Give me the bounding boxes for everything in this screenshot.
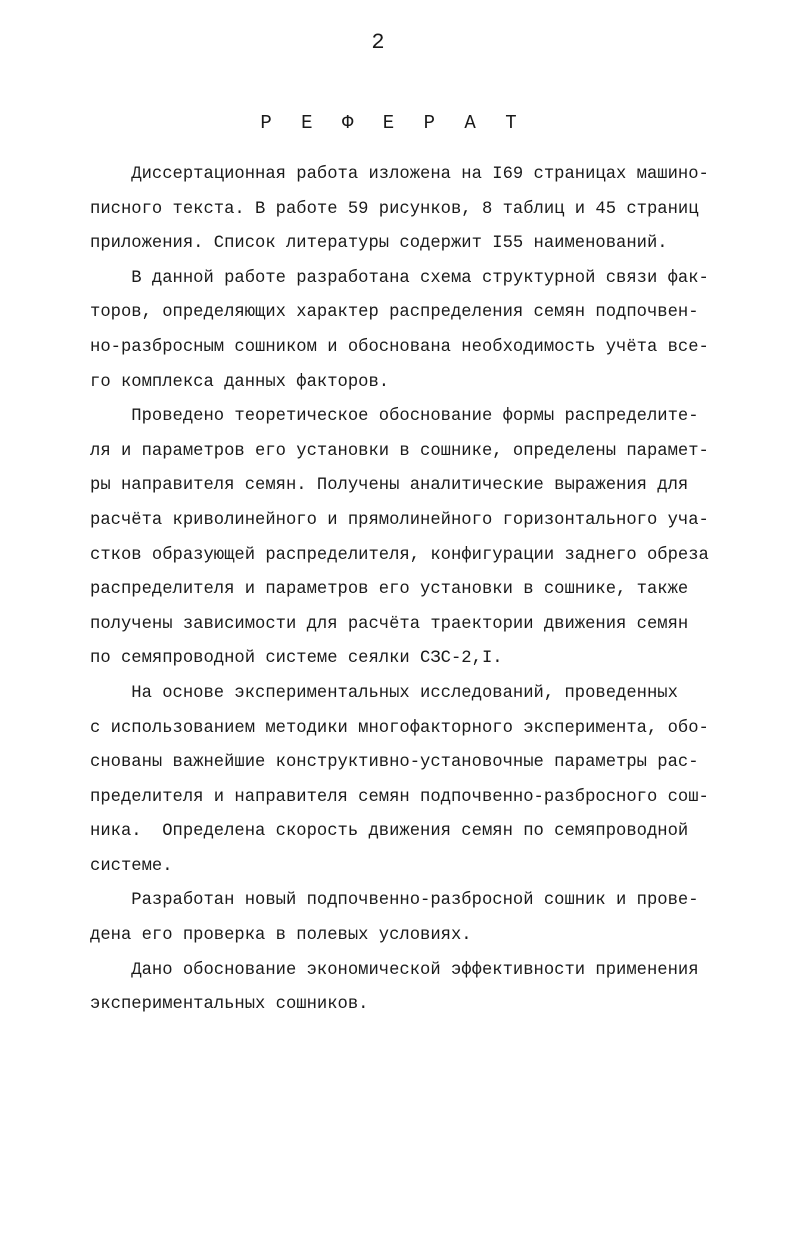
text-line: В данной работе разработана схема структурной связи фак- — [90, 268, 709, 288]
text-line: по семяпроводной системе сеялки СЗС-2,I. — [90, 649, 503, 669]
text-line: писного текста. В работе 59 рисунков, 8 таблиц и 45 страниц — [90, 199, 699, 219]
page-title: Р Е Ф Е Р А Т — [260, 112, 526, 134]
text-line: Разработан новый подпочвенно-разбросной сошник и прове- — [90, 891, 699, 911]
text-line: ника. Определена скорость движения семян по семяпроводной — [90, 822, 689, 842]
text-line: пределителя и направителя семян подпочвенно-разбросного сош- — [90, 787, 709, 807]
text-line: торов, определяющих характер распределения семян подпочвен- — [90, 303, 699, 323]
text-line: Проведено теоретическое обоснование формы распределите- — [90, 407, 699, 427]
text-line: распределителя и параметров его установки в сошнике, также — [90, 580, 689, 600]
text-line: снованы важнейшие конструктивно-установочные параметры рас- — [90, 753, 699, 773]
paragraph-4 — [90, 677, 748, 885]
text-line: го комплекса данных факторов. — [90, 372, 390, 392]
paragraph-3 — [90, 400, 748, 677]
paragraph-5 — [90, 884, 748, 953]
abstract-body — [90, 158, 748, 1023]
text-line: Диссертационная работа изложена на I69 страницах машино- — [90, 165, 709, 184]
text-line: экспериментальных сошников. — [90, 995, 369, 1015]
page-number: 2 — [371, 30, 385, 55]
text-line: ры направителя семян. Получены аналитические выражения для — [90, 476, 689, 496]
text-line: приложения. Список литературы содержит I55 наименований. — [90, 234, 668, 254]
text-line: с использованием методики многофакторного эксперимента, обо- — [90, 718, 709, 738]
text-line: стков образующей распределителя, конфигурации заднего обреза — [90, 545, 709, 565]
text-line: ля и параметров его установки в сошнике, определены парамет- — [90, 441, 709, 461]
text-line: На основе экспериментальных исследований, проведенных — [90, 683, 678, 703]
text-line: получены зависимости для расчёта траектории движения семян — [90, 614, 689, 634]
text-line: системе. — [90, 856, 173, 876]
paragraph-1 — [90, 158, 748, 262]
text-line: дена его проверка в полевых условиях. — [90, 926, 472, 946]
text-line: но-разбросным сошником и обоснована необходимость учёта все- — [90, 337, 709, 357]
paragraph-2 — [90, 262, 748, 400]
paragraph-6 — [90, 954, 748, 1023]
text-line: Дано обоснование экономической эффективности применения — [90, 960, 699, 980]
text-line: расчёта криволинейного и прямолинейного горизонтального уча- — [90, 510, 709, 530]
